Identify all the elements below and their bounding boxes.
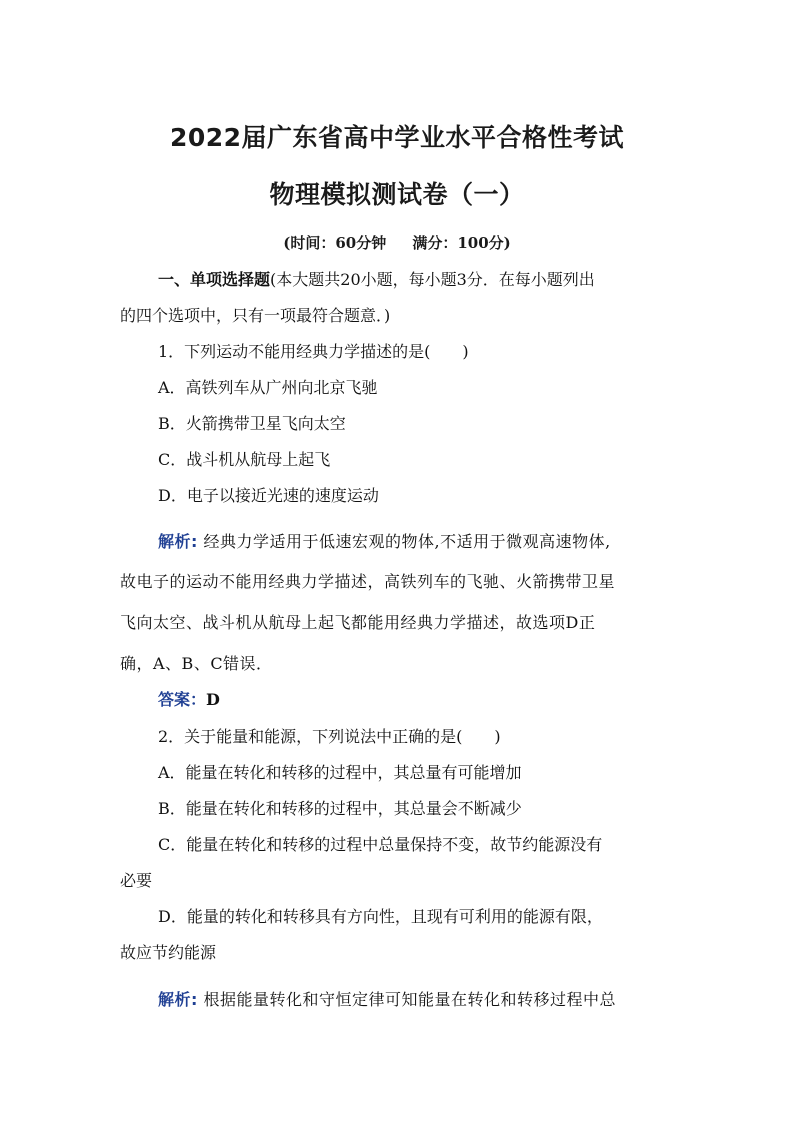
q2-option-c-line-2: 必要 bbox=[120, 871, 153, 890]
q1-analysis-line-3: 飞向太空、战斗机从航母上起飞都能用经典力学描述，故选项D正 bbox=[120, 613, 596, 632]
q1-option-d: D．电子以接近光速的速度运动 bbox=[158, 486, 379, 505]
q2-option-a: A．能量在转化和转移的过程中，其总量有可能增加 bbox=[158, 763, 522, 782]
section-instructions bbox=[158, 270, 718, 290]
exam-meta bbox=[0, 232, 794, 253]
q2-option-b: B．能量在转化和转移的过程中，其总量会不断减少 bbox=[158, 799, 522, 818]
q2-analysis-label: 解析: bbox=[158, 990, 198, 1009]
score-info: 满分：100分) bbox=[412, 234, 511, 252]
q1-answer-value: D bbox=[206, 690, 220, 709]
q2-analysis-line-1 bbox=[158, 990, 718, 1010]
section-instructions-text-1: (本大题共20小题，每小题3分．在每小题列出 bbox=[270, 270, 595, 289]
page-subtitle: 物理模拟测试卷（一） bbox=[269, 180, 525, 209]
q1-answer bbox=[158, 690, 718, 710]
q2-option-d-line-1: D．能量的转化和转移具有方向性，且现有可利用的能源有限， bbox=[158, 907, 603, 926]
q2-option-c-line-1: C．能量在转化和转移的过程中总量保持不变，故节约能源没有 bbox=[158, 835, 603, 854]
section-instructions-text-2: 的四个选项中，只有一项最符合题意．) bbox=[120, 306, 391, 325]
q1-analysis-line-2: 故电子的运动不能用经典力学描述，高铁列车的飞驰、火箭携带卫星 bbox=[120, 572, 616, 591]
time-info: (时间：60分钟 bbox=[283, 234, 387, 252]
q2-analysis-text-1: 根据能量转化和守恒定律可知能量在转化和转移过程中总 bbox=[203, 990, 617, 1009]
page-title: 2022届广东省高中学业水平合格性考试 bbox=[169, 123, 625, 152]
q2-option-d-line-2: 故应节约能源 bbox=[120, 943, 217, 962]
q1-option-c: C．战斗机从航母上起飞 bbox=[158, 450, 331, 469]
q1-analysis-text-1: 经典力学适用于低速宏观的物体,不适用于微观高速物体, bbox=[203, 532, 611, 551]
q1-option-a: A．高铁列车从广州向北京飞驰 bbox=[158, 378, 378, 397]
q1-analysis-label: 解析: bbox=[158, 532, 198, 551]
q1-answer-label: 答案： bbox=[158, 690, 207, 709]
section-heading: 一、单项选择题 bbox=[158, 270, 271, 289]
q1-analysis-line-4: 确，A、B、C错误． bbox=[120, 654, 273, 673]
q1-analysis-line-1 bbox=[158, 532, 718, 552]
q2-stem: 2．关于能量和能源，下列说法中正确的是( ) bbox=[158, 727, 501, 746]
q1-option-b: B．火箭携带卫星飞向太空 bbox=[158, 414, 346, 433]
q1-stem: 1．下列运动不能用经典力学描述的是( ) bbox=[158, 342, 469, 361]
